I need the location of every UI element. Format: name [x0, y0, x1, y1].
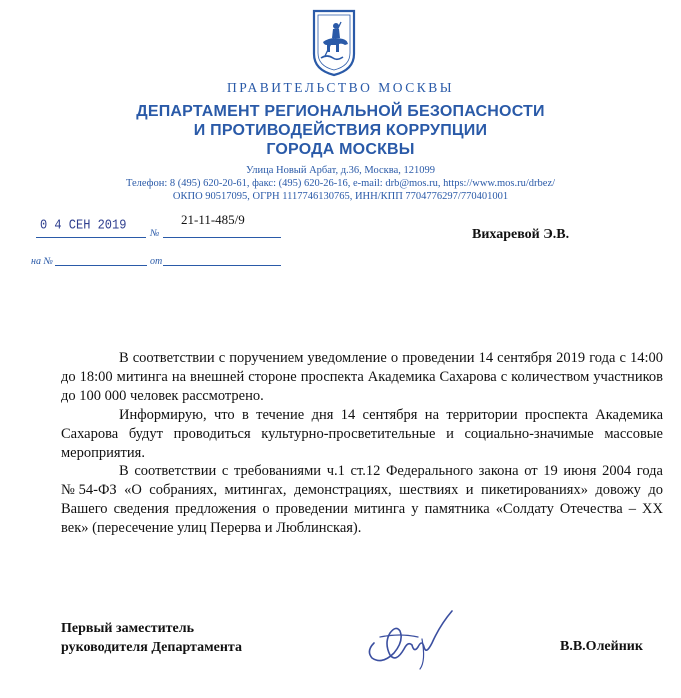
number-label: №: [150, 228, 160, 239]
ref-number-line: [55, 265, 147, 266]
ref-from-label: от: [150, 256, 163, 267]
paragraph: Информирую, что в течение дня 14 сентября на территории проспекта Академика Сахарова будут проводиться культурно-просветительные и социально-значимые массовые мероприятия.: [61, 406, 663, 461]
date-stamp: 0 4 СЕН 2019: [40, 216, 127, 234]
date-line: [36, 237, 146, 238]
department-address: Улица Новый Арбат, д.36, Москва, 121099: [245, 165, 435, 176]
signer-title-line: руководителя Департамента: [61, 639, 242, 655]
department-codes: ОКПО 90517095, ОГРН 1117746130765, ИНН/КПП 7704776297/770401001: [172, 191, 509, 202]
department-name-line-2: И ПРОТИВОДЕЙСТВИЯ КОРРУПЦИИ: [193, 122, 488, 139]
department-contacts: Телефон: 8 (495) 620-20-61, факс: (495) 620-26-16, e-mail: drb@mos.ru, https://www.mos.ru/drbez/: [125, 178, 556, 189]
moscow-emblem-icon: [311, 8, 357, 78]
registration-number: 21-11-485/9: [181, 212, 245, 227]
signer-title-line: Первый заместитель: [61, 621, 194, 636]
signer-title: [61, 620, 242, 657]
addressee: Вихаревой Э.В.: [472, 227, 570, 242]
ref-number-label: на №: [31, 256, 53, 267]
letter-body: [61, 349, 663, 538]
paragraph: В соответствии с поручением уведомление о проведении 14 сентября 2019 года с 14:00 до 18:00 митинга на внешней стороне проспекта Академика Сахарова с количеством участников до 100 000 человек рассмотрено.: [61, 350, 663, 404]
paragraph: В соответствии с требованиями ч.1 ст.12 Федерального закона от 19 июня 2004 года №54-ФЗ «О собраниях, митингах, демонстрациях, шествиях и пикетированиях» довожу до Вашего сведения предложения о проведении митинга у памятника «Солдату Отечества – XX век» (пересечение улиц Перерва и Люблинская).: [61, 463, 663, 537]
department-name-line-1: ДЕПАРТАМЕНТ РЕГИОНАЛЬНОЙ БЕЗОПАСНОСТИ: [136, 103, 545, 120]
number-line: [163, 237, 281, 238]
government-title: ПРАВИТЕЛЬСТВО МОСКВЫ: [226, 80, 454, 95]
handwritten-signature: [360, 603, 470, 673]
signer-name: В.В.Олейник: [560, 639, 643, 654]
department-name-line-3: ГОРОДА МОСКВЫ: [266, 141, 415, 158]
ref-from-line: [163, 265, 281, 266]
